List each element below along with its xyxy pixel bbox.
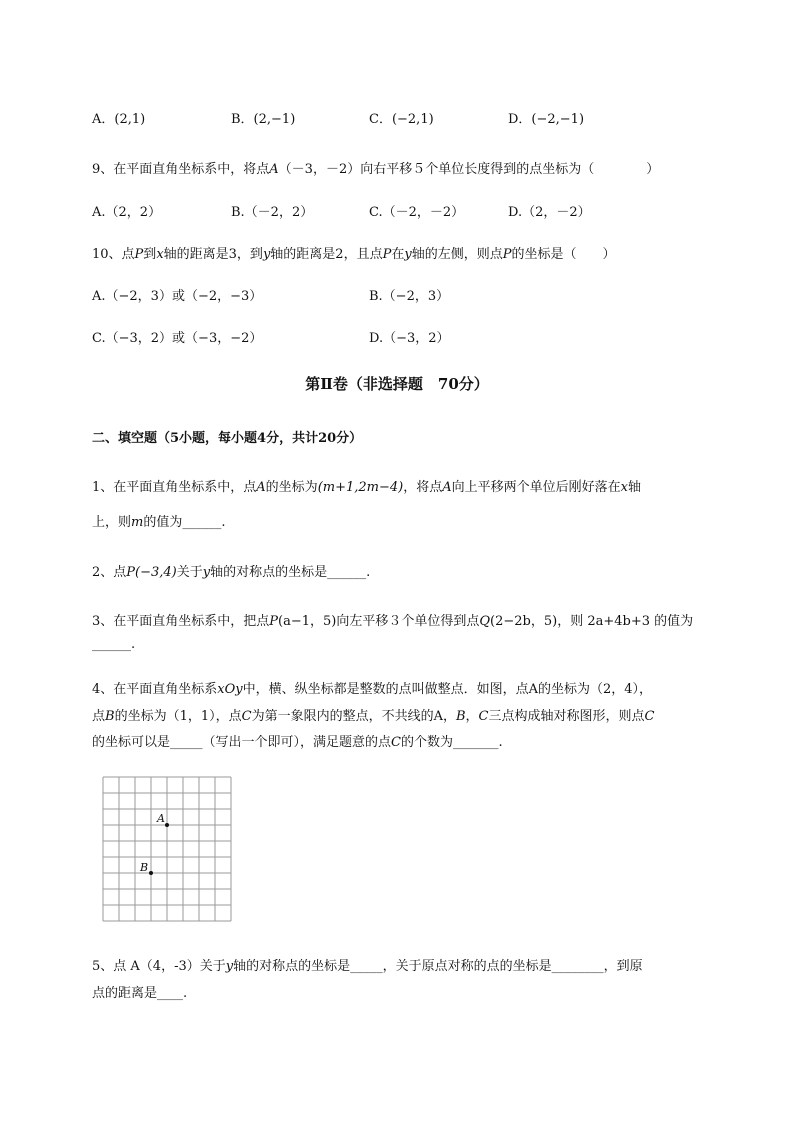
q10-option-d: D.（−3，2） (369, 331, 450, 346)
q10-text-3: 轴的距离是3，到 (163, 247, 263, 262)
point-a (165, 823, 169, 827)
f1-text-c: 的坐标为 (265, 480, 318, 495)
fill-3-line-1 (92, 610, 693, 629)
q10-text-1: 10、点 (92, 247, 135, 262)
f4-l2-c: 的坐标为（1，1），点 (114, 709, 242, 724)
q10-var-5: y (404, 247, 412, 262)
q10-option-c: C.（−3，2）或（−3，−2） (92, 331, 263, 346)
fill-1-line-1 (92, 476, 641, 495)
q9-option-a: A.（2，2） (92, 205, 162, 220)
f2-point: P(−3,4) (126, 565, 177, 580)
f3-var-p: P (269, 614, 279, 629)
q9-option-c: C.（－2，－2） (369, 205, 465, 220)
q10-var-3: y (262, 247, 271, 262)
f4-l3-a: 的坐标可以是_____（写出一个即可），满足题意的点 (92, 735, 392, 750)
q10-option-b: B.（−2，3） (369, 289, 450, 304)
f2-text-a: 2、点 (92, 565, 127, 580)
f1-l2-var: m (131, 515, 144, 530)
q10-text-4: 轴的距离是2，且点 (270, 247, 383, 262)
f4-var-xoy: xOy (217, 682, 243, 697)
f1-text-e: ，将点 (403, 480, 443, 495)
fill-1-line-2 (92, 511, 225, 530)
q9-stem-text: 9、在平面直角坐标系中，将点 (92, 162, 270, 177)
point-a-label: A (157, 812, 165, 825)
q9-stem-text-2: （－3，－2）向右平移５个单位长度得到的点坐标为（ ） (278, 162, 660, 177)
fill-2 (92, 561, 370, 580)
q9-point-var: A (269, 162, 279, 177)
fill-4-line-2 (92, 705, 654, 724)
f4-l3-c: 的个数为_______. (400, 735, 503, 750)
section-title: 第Ⅱ卷（非选择题 70分） (305, 375, 489, 393)
grid-lines (103, 777, 231, 921)
f4-l2-g: ， (465, 709, 479, 724)
f1-l2-text-c: 的值为______. (143, 515, 226, 530)
q9-stem (92, 158, 659, 177)
f1-expr: (m+1,2m−4) (317, 480, 404, 495)
f4-l2-i: 三点构成轴对称图形，则点 (488, 709, 645, 724)
f1-var-h: x (620, 480, 628, 495)
fill-3-line-2: ______. (92, 637, 136, 652)
q8-option-a: A．(2,1) (92, 112, 146, 127)
f4-l2-e: 为第一象限内的整点，不共线的A， (251, 709, 456, 724)
f1-text-g: 向上平移两个单位后刚好落在 (451, 480, 621, 495)
f3-text-e: (2−2b，5)，则 2a+4b+3 的值为 (490, 614, 694, 629)
f4-text-c: 中，横、纵坐标都是整数的点叫做整点．如图，点A的坐标为（2，4）， (242, 682, 653, 697)
f5-text-a: 5、点 A（4，-3）关于 (92, 959, 226, 974)
q10-text-2: 到 (143, 247, 157, 262)
f1-text-i: 轴 (627, 480, 641, 495)
f5-text-c: 轴的对称点的坐标是_____，关于原点对称的点的坐标是________，到原 (233, 959, 643, 974)
q10-stem (92, 243, 615, 262)
fill-5-line-2: 点的距离是____. (92, 986, 188, 1001)
point-b-label: B (140, 861, 149, 874)
fill-5-line-1 (92, 955, 643, 974)
q8-option-c: C．(−2,1) (369, 112, 434, 127)
q10-var-4: P (382, 247, 392, 262)
f4-l2-d: C (241, 709, 252, 724)
integer-grid-figure (102, 776, 234, 924)
q10-option-a: A.（−2，3）或（−2，−3） (92, 289, 263, 304)
f4-l3-b: C (391, 735, 401, 750)
q8-option-b: B．(2,−1) (231, 112, 296, 127)
f3-text-c: (a−1，5)向左平移３个单位得到点 (278, 614, 480, 629)
q10-var-2: x (156, 247, 164, 262)
point-b (149, 871, 153, 875)
f3-text-a: 3、在平面直角坐标系中，把点 (92, 614, 270, 629)
f4-l2-f: B (455, 709, 466, 724)
f1-var-f: A (442, 480, 452, 495)
f4-l2-h: C (478, 709, 489, 724)
f2-var: y (202, 565, 211, 580)
f1-var-a: A (256, 480, 266, 495)
f5-var: y (225, 959, 234, 974)
f1-text-a: 1、在平面直角坐标系中，点 (92, 480, 257, 495)
f4-l2-b: B (105, 709, 115, 724)
f2-text-c: 关于 (176, 565, 203, 580)
f2-text-e: 轴的对称点的坐标是______. (210, 565, 371, 580)
q10-var-6: P (502, 247, 512, 262)
q10-var-1: P (134, 247, 144, 262)
section-heading: 二、填空题（5小题，每小题4分，共计20分） (92, 431, 363, 446)
f1-l2-text-a: 上，则 (92, 515, 132, 530)
q8-option-d: D．(−2,−1) (508, 112, 585, 127)
f4-l2-j: C (644, 709, 655, 724)
f4-l2-a: 点 (92, 709, 106, 724)
fill-4-line-3 (92, 731, 503, 750)
fill-4-line-1 (92, 678, 652, 697)
q9-option-d: D.（2，－2） (508, 205, 591, 220)
q10-text-7: 的坐标是（ ） (511, 247, 616, 262)
q10-text-5: 在 (391, 247, 405, 262)
q9-option-b: B.（－2，2） (231, 205, 314, 220)
f4-text-a: 4、在平面直角坐标系 (92, 682, 218, 697)
f3-var-q: Q (479, 614, 491, 629)
q10-text-6: 轴的左侧，则点 (411, 247, 503, 262)
